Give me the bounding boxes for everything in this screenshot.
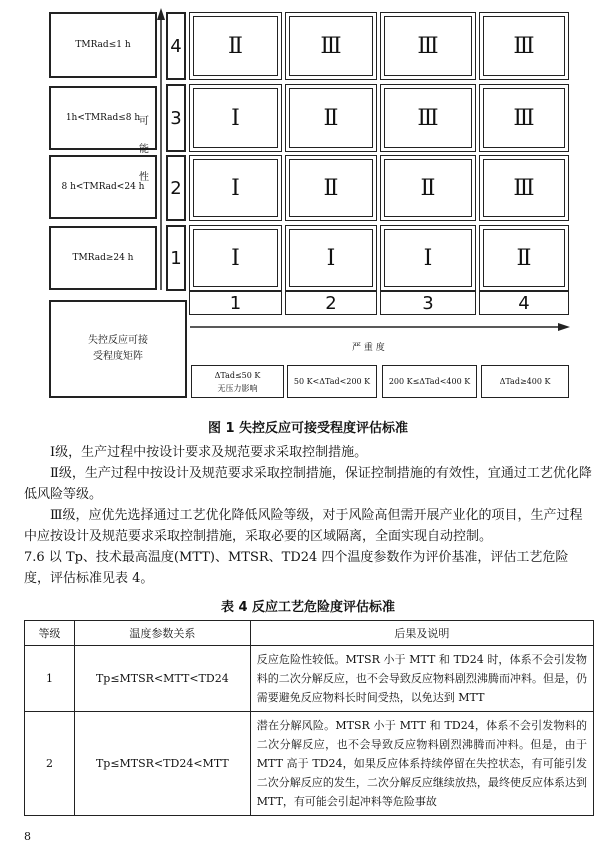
col-number-text: 1 xyxy=(229,292,242,314)
risk-level: Ⅰ xyxy=(193,159,278,217)
paragraph-level-3: Ⅲ级，应优先选择通过工艺优化降低风险等级，对于风险高但需开展产业化的项目，生产过程中应按设计及规范要求采取控制措施，采取必要的区域隔离，全面实现自动控制。 xyxy=(24,508,583,544)
tmr-label-text: 8 h<TMRad<24 h xyxy=(61,182,145,192)
risk-level: Ⅱ xyxy=(483,229,565,287)
grid-cell xyxy=(380,155,476,221)
relation-cell: Tp≤MTSR<TD24<MTT xyxy=(74,712,250,816)
grid-cell xyxy=(189,155,282,221)
row-number-text: 3 xyxy=(170,107,182,129)
grid-cell xyxy=(479,12,569,80)
col-number-text: 3 xyxy=(422,292,434,314)
risk-level: Ⅱ xyxy=(289,88,373,148)
risk-level: Ⅲ xyxy=(289,16,373,76)
risk-level: Ⅰ xyxy=(193,88,278,148)
col-number-text: 2 xyxy=(325,292,337,314)
paragraph-level-2: Ⅱ级，生产过程中按设计及规范要求采取控制措施，保证控制措施的有效性，宜通过工艺优化降低风险等级。 xyxy=(24,466,592,502)
grid-cell xyxy=(380,225,476,291)
paragraph-7-6: 7.6 以 Tp、技术最高温度(MTT)、MTSR、TD24 四个温度参数作为评价基准，评估工艺危险度，评估标准见表 4。 xyxy=(24,550,569,586)
severity-label-4 xyxy=(481,365,569,398)
risk-level: Ⅱ xyxy=(384,159,472,217)
column-header: 温度参数关系 xyxy=(74,621,250,646)
risk-level: Ⅲ xyxy=(483,159,565,217)
severity-text: ΔTad≥400 K xyxy=(499,377,551,386)
row-number-1 xyxy=(166,225,186,291)
row-number-3 xyxy=(166,84,186,152)
col-number-3 xyxy=(380,291,476,315)
tmr-label-text: TMRad≤1 h xyxy=(75,40,131,50)
row-number-text: 2 xyxy=(170,177,182,199)
grid-cell xyxy=(380,84,476,152)
col-number-4 xyxy=(479,291,569,315)
col-number-2 xyxy=(285,291,377,315)
grid-cell xyxy=(285,225,377,291)
table-header-row xyxy=(25,621,594,646)
relation-cell: Tp≤MTSR<MTT<TD24 xyxy=(74,646,250,712)
grid-cell xyxy=(380,12,476,80)
tmr-label-row-1 xyxy=(49,226,157,290)
table-caption: 表 4 反应工艺危险度评估标准 xyxy=(220,600,396,615)
matrix-title-line: 受程度矩阵 xyxy=(93,351,143,362)
column-header: 后果及说明 xyxy=(250,621,593,646)
grid-cell xyxy=(285,12,377,80)
level-cell: 1 xyxy=(25,646,75,712)
axis-label-char: 性 xyxy=(139,172,149,183)
grid-cell xyxy=(479,84,569,152)
grid-cell xyxy=(285,155,377,221)
description-cell: 潜在分解风险。MTSR 小于 MTT 和 TD24，体系不会引发物料的二次分解反应，也不会导致反应物料剧烈沸腾而冲料。但是，由于 MTT 高于 TD24，如果反应体系持续停留在失控状态，有可能引发二次分解反应的发生，二次分解反应继续放热，最终使反应体系达到 MTT，有可能会引起冲料等危险事故 xyxy=(250,712,593,816)
risk-level: Ⅲ xyxy=(384,16,472,76)
tmr-label-row-4 xyxy=(49,12,157,78)
matrix-title-line: 失控反应可接 xyxy=(88,335,148,346)
risk-level: Ⅰ xyxy=(289,229,373,287)
row-number-4 xyxy=(166,12,186,80)
severity-text: 200 K≤ΔTad<400 K xyxy=(388,377,471,386)
grid-cell xyxy=(285,84,377,152)
row-number-text: 1 xyxy=(170,247,182,269)
table-row xyxy=(25,646,594,712)
severity-axis-label: 严 重 度 xyxy=(352,343,385,353)
matrix-title-box xyxy=(49,300,187,398)
grid-cell xyxy=(479,155,569,221)
tmr-label-text: 1h<TMRad≤8 h xyxy=(65,113,141,123)
severity-label-3 xyxy=(382,365,477,398)
col-number-1 xyxy=(189,291,282,315)
risk-level: Ⅲ xyxy=(483,88,565,148)
risk-assessment-table xyxy=(24,620,594,816)
grid-cell xyxy=(189,12,282,80)
severity-axis-arrow xyxy=(188,321,572,333)
axis-label-char: 能 xyxy=(139,144,149,155)
table-row xyxy=(25,712,594,816)
risk-level: Ⅲ xyxy=(483,16,565,76)
paragraph-level-1: Ⅰ级，生产过程中按设计要求及规范要求采取控制措施。 xyxy=(50,445,368,460)
risk-level: Ⅰ xyxy=(384,229,472,287)
figure-caption: 图 1 失控反应可接受程度评估标准 xyxy=(207,421,409,436)
level-cell: 2 xyxy=(25,712,75,816)
page-number: 8 xyxy=(24,830,31,843)
severity-label-2 xyxy=(287,365,377,398)
axis-label-char: 可 xyxy=(139,116,149,127)
severity-label-1 xyxy=(191,365,284,398)
risk-level: Ⅲ xyxy=(384,88,472,148)
row-number-2 xyxy=(166,155,186,221)
column-header: 等级 xyxy=(25,621,75,646)
severity-text: 50 K<ΔTad<200 K xyxy=(293,377,371,386)
probability-axis-label xyxy=(137,108,151,192)
tmr-label-text: TMRad≥24 h xyxy=(72,253,134,263)
severity-text: 无压力影响 xyxy=(217,383,258,393)
risk-level: Ⅱ xyxy=(289,159,373,217)
grid-cell xyxy=(189,84,282,152)
risk-level: Ⅰ xyxy=(193,229,278,287)
col-number-text: 4 xyxy=(518,292,530,314)
severity-text: ΔTad≤50 K xyxy=(214,370,261,380)
risk-level: Ⅱ xyxy=(193,16,278,76)
grid-cell xyxy=(189,225,282,291)
row-number-text: 4 xyxy=(170,35,182,57)
grid-cell xyxy=(479,225,569,291)
description-cell: 反应危险性较低。MTSR 小于 MTT 和 TD24 时，体系不会引发物料的二次分解反应，也不会导致反应物料剧烈沸腾而冲料。但是，仍需要避免反应物料长时间受热，以免达到 MTT xyxy=(250,646,593,712)
